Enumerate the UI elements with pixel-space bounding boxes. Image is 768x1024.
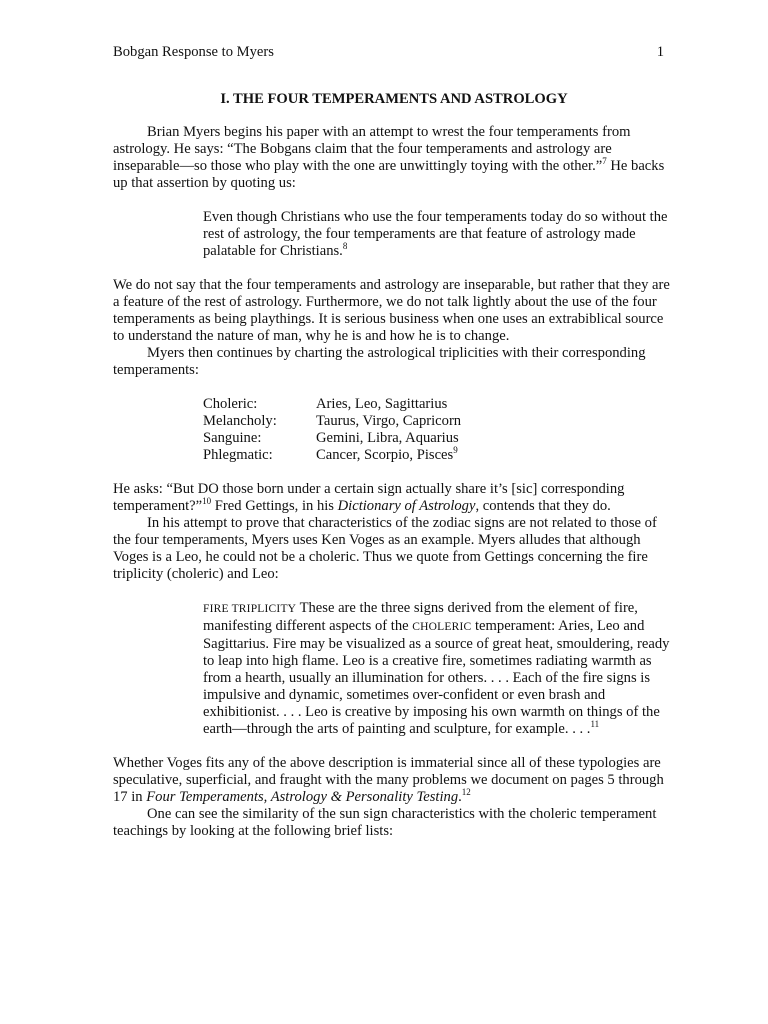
footnote-ref-9: 9 [453,445,458,455]
paragraph-3: Myers then continues by charting the astrological triplicities with their corresponding temperaments: [113,345,646,378]
zodiac-signs: Gemini, Libra, Aquarius [316,430,459,446]
paragraph-4 [113,481,675,515]
temperament-label: Choleric: [203,396,258,412]
zodiac-signs-text: Cancer, Scorpio, Pisces [316,447,454,463]
triplicity-row [203,396,675,413]
paragraph-2: We do not say that the four temperaments and astrology are inseparable, but rather that they are a feature of the rest of astrology. Furthermore, we do not talk lightly about the use of the four temperaments as being playthings. It is serious business when one uses an extrabiblical source to understand the nature of man, why he is and how he is to change. [113,277,670,344]
block-quote-1 [203,209,679,260]
choleric-term: CHOLERIC [412,621,472,633]
block-quote-1-text: Even though Christians who use the four temperaments today do so without the rest of astrology, the four temperaments are that feature of astrology made palatable for Christians. [203,209,668,259]
triplicity-row [203,430,675,447]
paragraph-1-text: Brian Myers begins his paper with an attempt to wrest the four temperaments from astrology. He says: “The Bobgans claim that the four temperaments and astrology are inseparable—so those who play with the one are unwittingly toying with the other.” [113,124,631,174]
footnote-ref-12: 12 [461,787,471,797]
section-title: I. THE FOUR TEMPERAMENTS AND ASTROLOGY [220,91,568,107]
paragraph-5: In his attempt to prove that characteristics of the zodiac signs are not related to those of the four temperaments, Myers uses Ken Voges as an example. Myers alludes that although Voges is a Leo, he could not be a choleric. Thus we quote from Gettings concerning the fire triplicity (choleric) and Leo: [113,515,657,582]
paragraph-6 [113,755,675,806]
block-quote-2-text-b: temperament: Aries, Leo and Sagittarius. Fire may be visualized as a source of great heat, smouldering, ready to leap into high flame. Leo is a creative fire, sometimes radiating warmth as from a hearth, usually an illumination for others. . . . Each of the fire signs is impulsive and dynamic, sometimes over-confident or even brash and exhibitionist. . . . Leo is creative by imposing his own warmth on things of the earth—through the arts of painting and sculpture, for example. . . . [203,618,670,737]
book-title-four-temperaments: Four Temperaments, Astrology & Personality Testing [146,789,459,805]
temperament-label: Phlegmatic: [203,447,273,463]
running-header [113,44,664,62]
paragraph-4-tail: , contends that they do. [475,498,611,514]
zodiac-signs: Aries, Leo, Sagittarius [316,396,448,412]
temperament-label: Sanguine: [203,430,262,446]
block-quote-2 [203,600,679,738]
paragraph-1-tail: He backs up that assertion by quoting us: [113,158,665,191]
book-title-dictionary: Dictionary of Astrology [337,498,476,514]
triplicity-row [203,447,675,464]
footnote-ref-11: 11 [590,719,600,729]
page-number: 1 [656,44,664,60]
triplicity-row [203,413,675,430]
paragraph-4-mid: Fred Gettings, in his [211,498,338,514]
paragraph-6-text: Whether Voges fits any of the above description is immaterial since all of these typologies are speculative, superficial, and fraught with the many problems we document on pages 5 through 17 in [113,755,664,805]
document-body [113,91,675,840]
zodiac-signs [316,447,675,464]
zodiac-signs: Taurus, Virgo, Capricorn [316,413,462,429]
paragraph-7: One can see the similarity of the sun sign characteristics with the choleric temperament teachings by looking at the following brief lists: [113,806,657,839]
footnote-ref-10: 10 [202,496,212,506]
paragraph-1 [113,124,675,192]
footnote-ref-8: 8 [342,241,348,251]
block-quote-2-text-a: These are the three signs derived from the element of fire, manifesting different aspects of the [203,600,638,634]
running-title: Bobgan Response to Myers [113,44,274,60]
temperament-label: Melancholy: [203,413,277,429]
triplicities-table [203,396,675,464]
paragraph-4-text: He asks: “But DO those born under a certain sign actually share it’s [sic] corresponding temperament?” [113,481,625,514]
footnote-ref-7: 7 [602,156,607,166]
fire-triplicity-heading: FIRE TRIPLICITY [203,603,297,615]
paragraph-6-period: . [458,789,462,805]
